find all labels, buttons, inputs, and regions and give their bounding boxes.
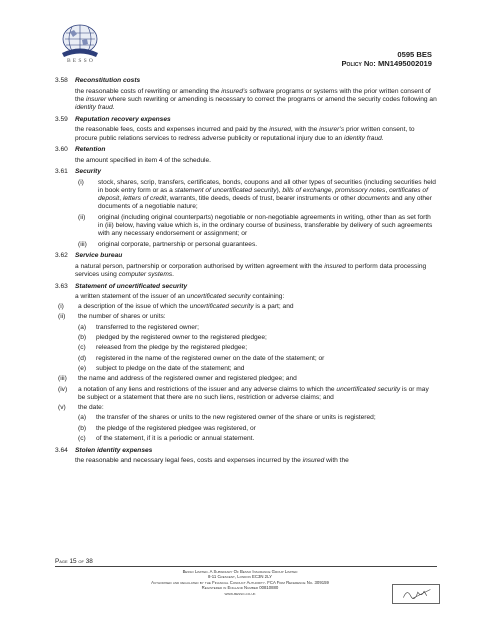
sub-list-item — [78, 414, 437, 422]
defined-term: insured — [324, 262, 346, 270]
text-run: . — [381, 134, 384, 142]
sub-item-text: the pledge of the registered pledgee was registered, or — [96, 424, 256, 432]
section-title: Reputation recovery expenses — [75, 115, 171, 123]
list-item-text — [98, 179, 437, 212]
footer-line: www.besso.co.uk — [224, 590, 256, 596]
section-paragraph — [75, 293, 437, 301]
list-item-text — [78, 375, 437, 383]
defined-term: identity fraud — [75, 104, 113, 112]
sub-list-item — [78, 344, 437, 352]
defined-term: insurer’s — [319, 126, 345, 134]
sub-list-item — [78, 435, 437, 443]
text-run: a natural person, partnership or corporation authorised by written agreement with the — [75, 262, 325, 270]
list-item-label: (iii) — [78, 240, 87, 248]
text-run: original corporate, partnership or personal guarantees. — [98, 240, 258, 248]
text-run: prior written consent, to procure public relations services to redress adverse publicity or reputational injury due to an — [75, 126, 415, 142]
text-run: containing: — [250, 292, 285, 300]
list-item — [55, 313, 437, 321]
text-run: , warrants, title deeds, deeds of trust, bearer instruments or other — [166, 195, 358, 203]
signature-stamp-icon — [392, 584, 440, 604]
defined-term: letters of credit — [122, 195, 167, 203]
section-title: Security — [75, 168, 102, 176]
sub-list-item — [78, 355, 437, 363]
section-heading — [55, 283, 437, 291]
text-run: original (including original counterparts) negotiable or non-negotiable agreements in writing, other than as set forth in (iii) below, having value which is, in the ordinary course of business, transferable by delivery of such agreements with any necessary endorsement or assignment; or — [98, 213, 433, 238]
sub-item-label: (c) — [78, 435, 86, 443]
logo-wordmark: BESSO — [66, 58, 96, 64]
defined-term: insured — [302, 457, 325, 465]
sub-item-label: (b) — [78, 334, 87, 342]
section-paragraph — [75, 126, 437, 143]
text-run: the reasonable fees, costs and expenses incurred and paid by the — [75, 126, 270, 134]
policy-reference — [341, 50, 432, 68]
text-run: software programs or systems with the prior written consent of the — [75, 87, 431, 103]
section-title: Retention — [75, 146, 106, 154]
defined-term: identity fraud — [344, 134, 382, 142]
text-run: a written statement of the issuer of an — [75, 292, 187, 300]
list-item-text — [98, 241, 437, 249]
defined-term: documents — [357, 195, 390, 203]
section-heading — [55, 77, 437, 85]
text-run: the number of shares or units: — [78, 313, 166, 321]
text-run: ), — [276, 186, 283, 194]
defined-term: uncertificated security — [336, 385, 401, 393]
ref-line: 0595 BES — [397, 50, 432, 59]
sub-item-text: released from the pledge by the registered pledgee; — [96, 344, 248, 352]
page-header — [0, 0, 480, 72]
page-number: Page 15 of 38 — [55, 558, 93, 565]
section-number: 3.58 — [55, 77, 68, 85]
section-paragraph — [75, 457, 437, 465]
list-item-label: (i) — [58, 303, 64, 311]
list-item — [75, 179, 437, 212]
sub-item-label: (c) — [78, 344, 86, 352]
list-item-label: (ii) — [58, 313, 66, 321]
footer-divider — [55, 566, 437, 567]
section-paragraph — [75, 88, 437, 113]
defined-term: certificates of deposit — [98, 186, 428, 203]
defined-term: statement of uncertificated security — [174, 186, 277, 194]
section-number: 3.62 — [55, 252, 68, 260]
defined-term: bills of exchange — [282, 186, 332, 194]
sub-item-label: (d) — [78, 354, 87, 362]
section-heading — [55, 252, 437, 260]
defined-term: uncertificated security — [186, 292, 251, 300]
sub-item-text: of the statement, if it is a periodic or annual statement. — [96, 435, 255, 443]
text-run: , — [331, 186, 336, 194]
text-run: a description of the issue of which the — [78, 303, 190, 311]
footer-line: Registered in England Number 00810880 — [201, 585, 279, 591]
text-run: . — [112, 104, 115, 112]
sub-item-text: the transfer of the shares or units to the new registered owner of the share or units is registered; — [96, 414, 376, 422]
list-item — [55, 375, 437, 383]
text-run: , — [119, 195, 123, 203]
list-item — [55, 404, 437, 412]
footer-line: Authorised and regulated by the Financial Conduct Authority. FCA Firm Reference No. 309159 — [151, 579, 329, 585]
section-heading — [55, 447, 437, 455]
section-heading — [55, 168, 437, 176]
defined-term: uncertificated security — [189, 303, 254, 311]
section-heading — [55, 116, 437, 124]
text-run: where such rewriting or amending is necessary to correct the programs or amend the security codes following an — [106, 95, 437, 103]
defined-term: insured — [269, 126, 291, 134]
section-title: Reconstitution costs — [75, 77, 141, 85]
text-run: is a part; and — [253, 303, 294, 311]
text-run: the reasonable costs of rewriting or amending the — [75, 87, 222, 95]
section-number: 3.64 — [55, 446, 68, 454]
list-item — [75, 214, 437, 239]
list-item-label: (v) — [58, 404, 66, 412]
sub-item-label: (a) — [78, 323, 87, 331]
list-item — [75, 241, 437, 249]
list-item-label: (iii) — [58, 375, 67, 383]
sub-item-text: pledged by the registered owner to the registered pledgee; — [96, 334, 267, 342]
footer-line: Besso Limited. A Subsidiary Of Besso Insurance Group Limited — [182, 569, 298, 574]
defined-term: insurer — [86, 95, 107, 103]
defined-term: promissory notes — [335, 186, 386, 194]
policy-number: Policy No: MN1495002019 — [341, 59, 432, 68]
sub-list-item — [78, 324, 437, 332]
list-item-text — [78, 313, 437, 321]
section-number: 3.59 — [55, 115, 68, 123]
section-number: 3.60 — [55, 146, 68, 154]
text-run: stock, shares, scrip, transfers, certificates, bonds, coupons and all other types of securities (including securities held in book entry form or as a — [98, 178, 436, 194]
text-run: , — [385, 186, 390, 194]
list-item-text — [78, 404, 437, 412]
section-paragraph — [75, 263, 437, 280]
defined-term: computer systems — [118, 270, 173, 278]
sub-list-item — [78, 334, 437, 342]
sub-item-text: subject to pledge on the date of the statement; and — [96, 364, 245, 372]
list-item — [55, 303, 437, 311]
text-run: the date: — [78, 404, 104, 412]
list-item-text — [78, 303, 437, 311]
section-title: Service bureau — [75, 252, 123, 260]
sub-item-text: transferred to the registered owner; — [96, 323, 199, 331]
section-title: Stolen identity expenses — [75, 446, 153, 454]
sub-item-label: (b) — [78, 424, 87, 432]
sub-item-label: (a) — [78, 414, 87, 422]
section-number: 3.61 — [55, 168, 68, 176]
text-run: the name and address of the registered owner and registered pledgee; and — [78, 375, 297, 383]
text-run: . — [172, 270, 174, 278]
list-item-label: (i) — [78, 178, 84, 186]
list-item-text — [78, 386, 437, 403]
sub-list-item — [78, 365, 437, 373]
list-item — [55, 386, 437, 403]
list-item-label: (iv) — [58, 385, 68, 393]
text-run: with the — [324, 457, 349, 465]
footer-line: 8-11 Crescent, London EC3N 2LY — [207, 574, 273, 580]
text-run: the reasonable and necessary legal fees, costs and expenses incurred by the — [75, 457, 303, 465]
policy-definitions-body — [55, 74, 437, 465]
section-number: 3.63 — [55, 282, 68, 290]
list-item-label: (ii) — [78, 213, 86, 221]
section-title: Statement of uncertificated security — [75, 282, 188, 290]
text-run: a notation of any liens and restrictions of the issuer and any adverse claims to which the — [78, 385, 337, 393]
text-run: and any other documents of a negotiable nature; — [98, 195, 432, 211]
text-run: , with the — [290, 126, 320, 134]
list-item-text — [98, 214, 437, 239]
text-run: to perform data processing services using — [75, 262, 427, 278]
section-paragraph — [75, 157, 437, 165]
sub-item-label: (e) — [78, 364, 87, 372]
sub-item-text: registered in the name of the registered owner on the date of the statement; or — [96, 354, 325, 362]
defined-term: insured’s — [221, 87, 248, 95]
text-run: is or may be subject or a statement that there are no such liens, restriction or adverse claims; and — [78, 385, 429, 401]
sub-list-item — [78, 425, 437, 433]
text-run: the amount specified in item 4 of the schedule. — [75, 156, 211, 164]
section-heading — [55, 146, 437, 154]
